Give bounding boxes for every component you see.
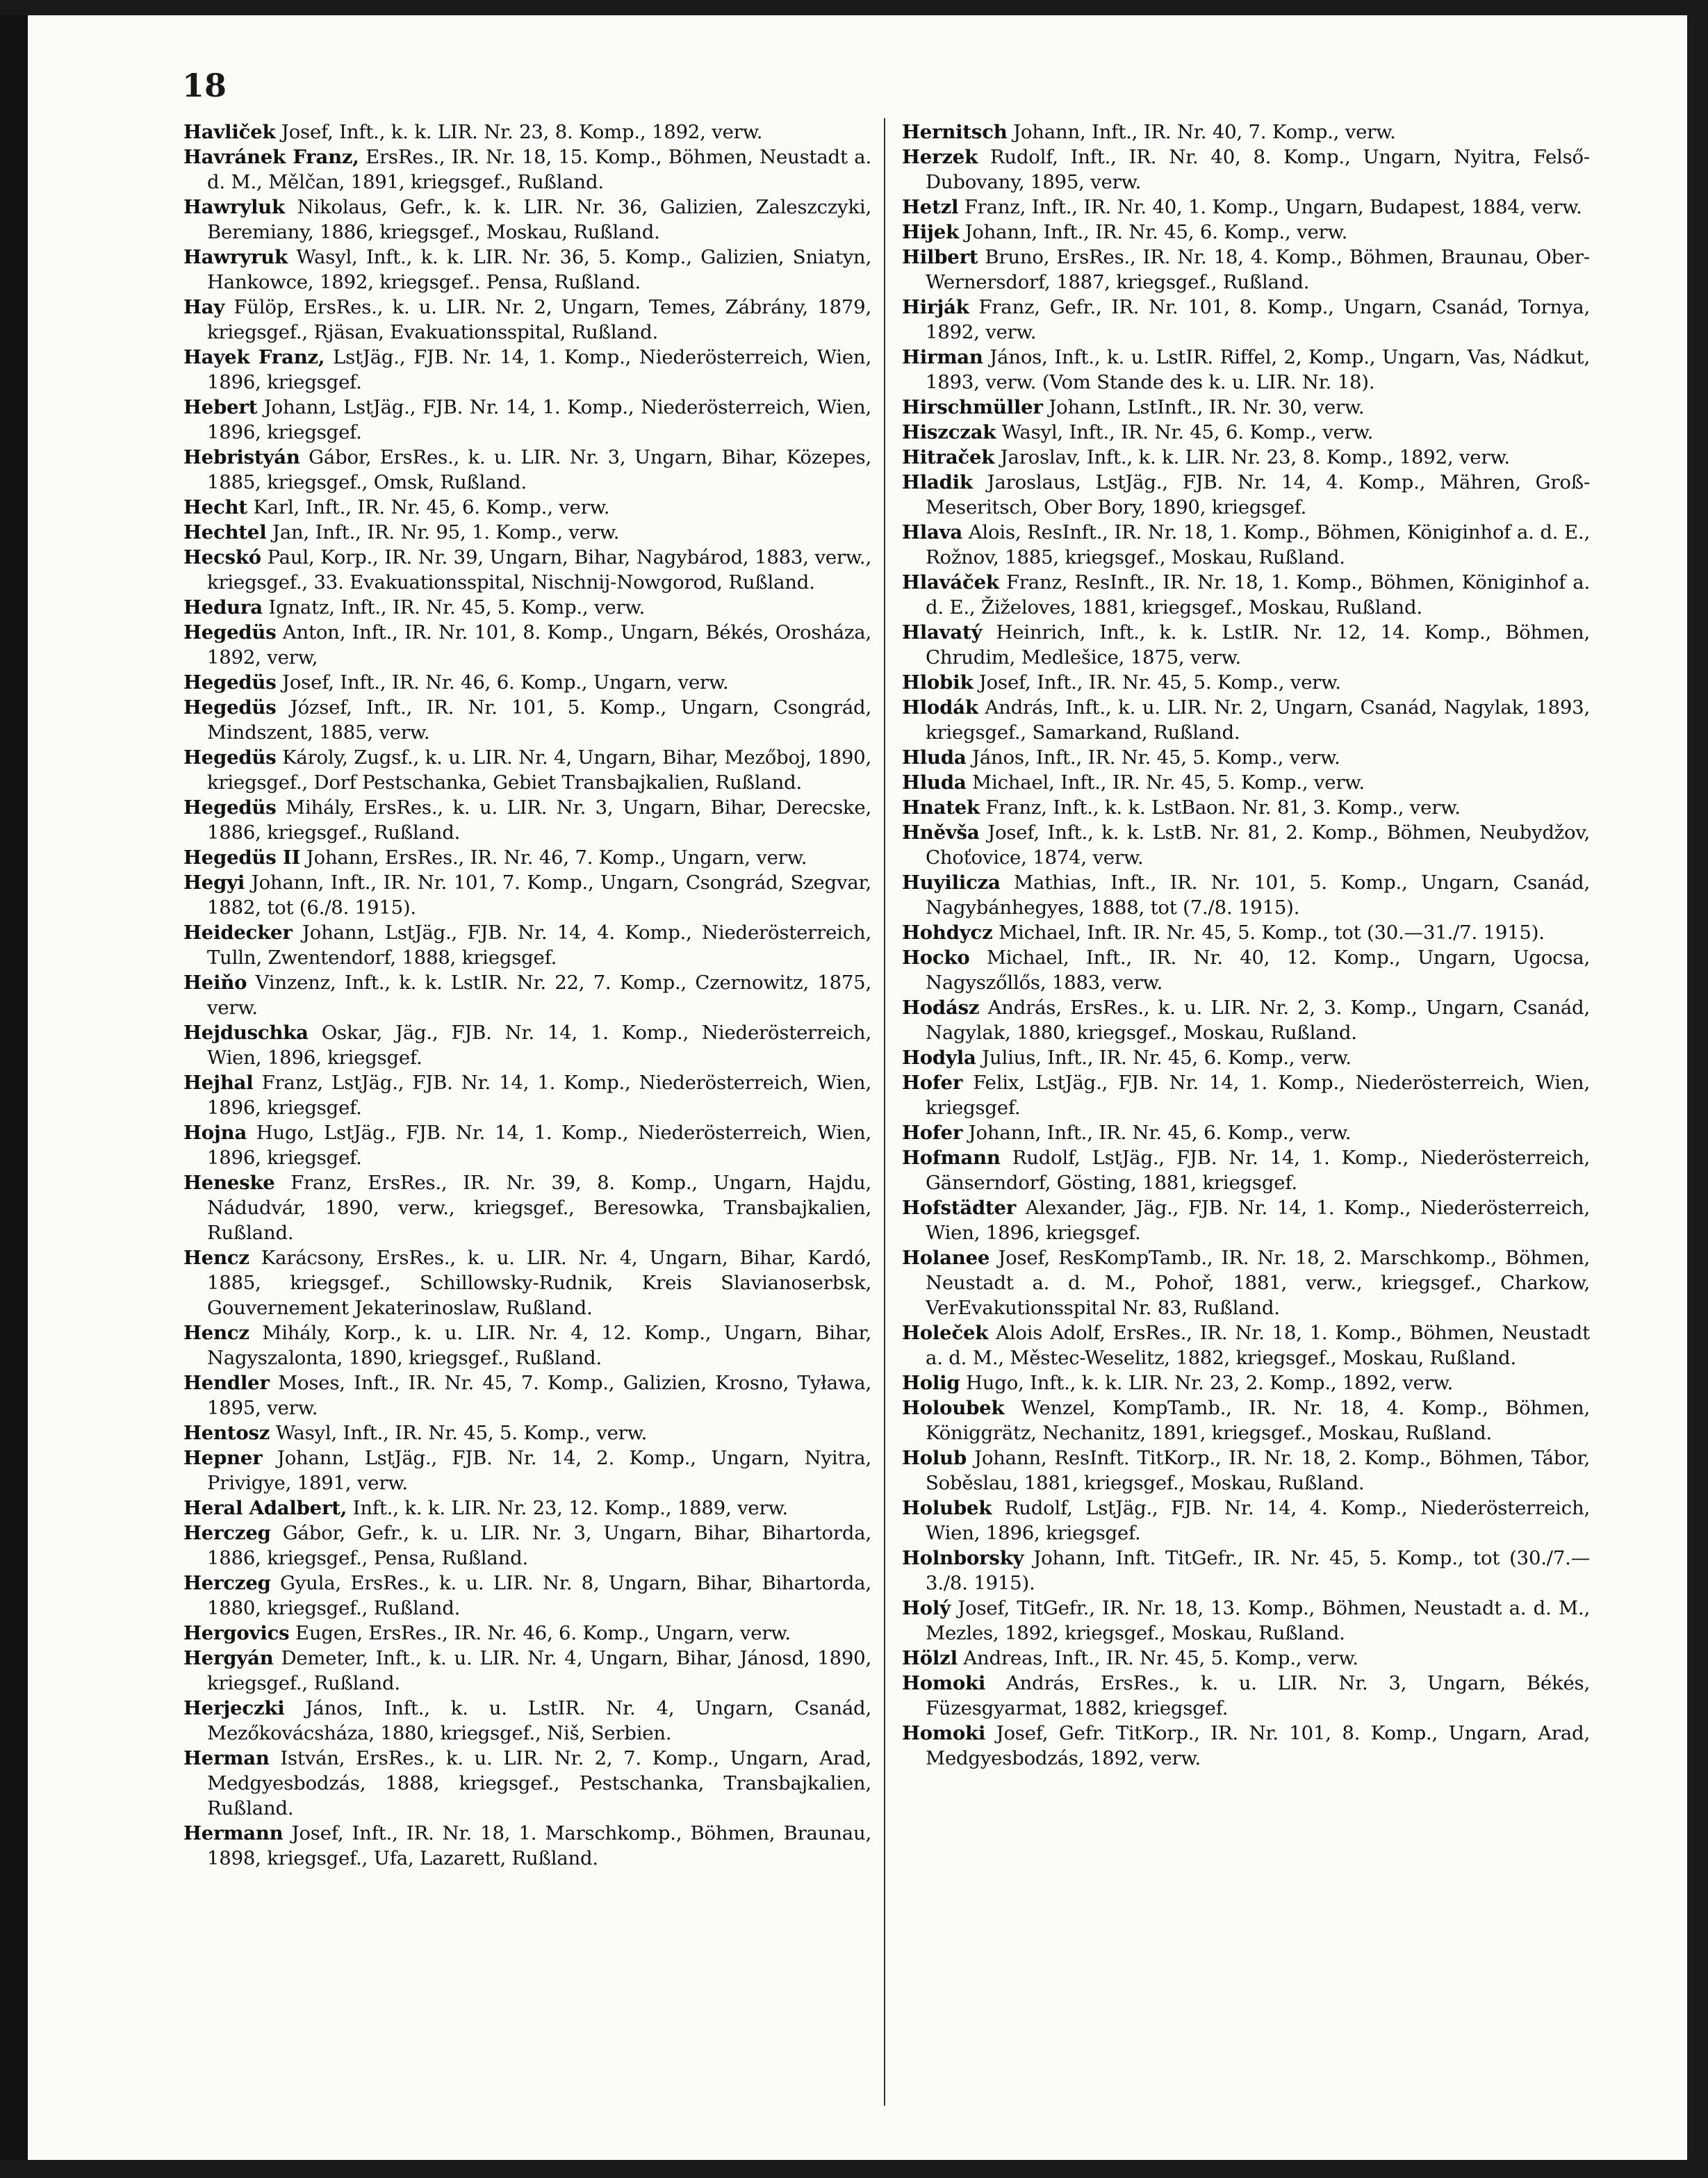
entry-details: Fülöp, ErsRes., k. u. LIR. Nr. 2, Ungarn, Temes, Zábrány, 1879, kriegsgef., Rjäsan, Evakuationsspital, Rußland. bbox=[207, 296, 871, 343]
entry-surname: Herzek bbox=[902, 146, 978, 168]
list-entry bbox=[902, 295, 1590, 345]
list-entry bbox=[902, 445, 1590, 470]
list-entry bbox=[183, 1120, 871, 1170]
entry-details: Josef, Inft., k. k. LstB. Nr. 81, 2. Komp., Böhmen, Neubydžov, Choťovice, 1874, verw. bbox=[926, 821, 1590, 869]
entry-surname: Hilbert bbox=[902, 246, 978, 268]
entry-surname: Holubek bbox=[902, 1497, 992, 1519]
entry-surname: Holanee bbox=[902, 1247, 990, 1269]
entry-details: Franz, Gefr., IR. Nr. 101, 8. Komp., Ungarn, Csanád, Tornya, 1892, verw. bbox=[926, 296, 1590, 343]
entry-surname: Hodász bbox=[902, 997, 980, 1019]
left-column bbox=[183, 120, 871, 1871]
list-entry bbox=[183, 1446, 871, 1496]
list-entry bbox=[902, 345, 1590, 395]
entry-details: Johann, Inft., IR. Nr. 40, 7. Komp., verw. bbox=[1007, 121, 1396, 143]
entry-surname: Hofer bbox=[902, 1072, 963, 1094]
entry-surname: Hayek Franz, bbox=[183, 346, 325, 368]
entry-details: Moses, Inft., IR. Nr. 45, 7. Komp., Galizien, Krosno, Tyława, 1895, verw. bbox=[207, 1372, 871, 1419]
list-entry bbox=[902, 570, 1590, 620]
list-entry bbox=[902, 195, 1590, 220]
entry-surname: Hernitsch bbox=[902, 121, 1008, 143]
entry-details: Hugo, Inft., k. k. LIR. Nr. 23, 2. Komp., 1892, verw. bbox=[960, 1372, 1454, 1394]
scan-edge-bottom bbox=[0, 2160, 1708, 2178]
entry-surname: Hölzl bbox=[902, 1647, 958, 1669]
entry-surname: Heidecker bbox=[183, 922, 293, 944]
right-column bbox=[902, 120, 1590, 1771]
entry-details: Gyula, ErsRes., k. u. LIR. Nr. 8, Ungarn, Bihar, Bihartorda, 1880, kriegsgef., Rußland. bbox=[207, 1572, 871, 1619]
entry-surname: Heneske bbox=[183, 1172, 275, 1194]
entry-surname: Hepner bbox=[183, 1447, 263, 1469]
entry-details: Vinzenz, Inft., k. k. LstIR. Nr. 22, 7. Komp., Czernowitz, 1875, verw. bbox=[207, 972, 871, 1019]
entry-details: Franz, ErsRes., IR. Nr. 39, 8. Komp., Ungarn, Hajdu, Nádudvár, 1890, verw., kriegsgef., Beresowka, Transbajkalien, Rußland. bbox=[207, 1172, 871, 1244]
entry-details: Jan, Inft., IR. Nr. 95, 1. Komp., verw. bbox=[266, 521, 620, 543]
entry-details: Franz, Inft., IR. Nr. 40, 1. Komp., Ungarn, Budapest, 1884, verw. bbox=[958, 196, 1582, 218]
entry-surname: Hegedüs bbox=[183, 621, 277, 644]
list-entry bbox=[183, 545, 871, 595]
entry-surname: Hergovics bbox=[183, 1622, 290, 1644]
entry-surname: Holig bbox=[902, 1372, 960, 1394]
entry-details: Johann, LstJäg., FJB. Nr. 14, 4. Komp., Niederösterreich, Tulln, Zwentendorf, 1888, kriegsgef. bbox=[207, 922, 871, 969]
entry-details: András, ErsRes., k. u. LIR. Nr. 3, Ungarn, Békés, Füzesgyarmat, 1882, kriegsgef. bbox=[926, 1672, 1590, 1719]
entry-details: Rudolf, LstJäg., FJB. Nr. 14, 1. Komp., Niederösterreich, Gänserndorf, Gösting, 1881, kriegsgef. bbox=[926, 1147, 1590, 1194]
list-entry bbox=[183, 1521, 871, 1571]
entry-surname: Hay bbox=[183, 296, 225, 318]
entry-details: LstJäg., FJB. Nr. 14, 1. Komp., Niederösterreich, Wien, 1896, kriegsgef. bbox=[207, 346, 871, 393]
entry-surname: Hegedüs bbox=[183, 671, 277, 694]
list-entry bbox=[902, 1045, 1590, 1070]
entry-details: Johann, Inft., IR. Nr. 45, 6. Komp., verw. bbox=[962, 1122, 1352, 1144]
entry-details: János, Inft., k. u. LstIR. Riffel, 2, Komp., Ungarn, Vas, Nádkut, 1893, verw. (Vom Stande des k. u. LIR. Nr. 18). bbox=[926, 346, 1590, 393]
list-entry bbox=[902, 945, 1590, 995]
list-entry bbox=[183, 1070, 871, 1120]
entry-details: Josef, ResKompTamb., IR. Nr. 18, 2. Marschkomp., Böhmen, Neustadt a. d. M., Pohoř, 1881, verw., kriegsgef., Charkow, VerEvakutionsspital Nr. 83, Rußland. bbox=[926, 1247, 1590, 1319]
list-entry bbox=[902, 1395, 1590, 1446]
entry-details: János, Inft., IR. Nr. 45, 5. Komp., verw. bbox=[966, 746, 1340, 769]
list-entry bbox=[902, 245, 1590, 295]
entry-details: Jaroslav, Inft., k. k. LIR. Nr. 23, 8. Komp., 1892, verw. bbox=[994, 446, 1510, 468]
entry-details: Ignatz, Inft., IR. Nr. 45, 5. Komp., verw. bbox=[262, 596, 645, 619]
list-entry bbox=[902, 745, 1590, 770]
list-entry bbox=[183, 295, 871, 345]
entry-details: Karl, Inft., IR. Nr. 45, 6. Komp., verw. bbox=[247, 496, 610, 518]
entry-surname: Hegedüs II bbox=[183, 846, 301, 869]
entry-details: Mihály, Korp., k. u. LIR. Nr. 4, 12. Komp., Ungarn, Bihar, Nagyszalonta, 1890, kriegsgef., Rußland. bbox=[207, 1322, 871, 1369]
list-entry bbox=[183, 195, 871, 245]
list-entry bbox=[183, 1696, 871, 1746]
entry-surname: Hebristyán bbox=[183, 446, 300, 468]
entry-details: Johann, LstJäg., FJB. Nr. 14, 1. Komp., Niederösterreich, Wien, 1896, kriegsgef. bbox=[207, 396, 871, 443]
list-entry bbox=[183, 795, 871, 845]
list-entry bbox=[183, 1020, 871, 1070]
entry-details: Gábor, Gefr., k. u. LIR. Nr. 3, Ungarn, Bihar, Bihartorda, 1886, kriegsgef., Pensa, Rußland. bbox=[207, 1522, 871, 1569]
list-entry bbox=[902, 420, 1590, 445]
list-entry bbox=[902, 670, 1590, 695]
entry-surname: Hegedüs bbox=[183, 696, 277, 719]
entry-surname: Hitraček bbox=[902, 446, 995, 468]
entry-details: Johann, Inft., IR. Nr. 101, 7. Komp., Ungarn, Csongrád, Szegvar, 1882, tot (6./8. 1915). bbox=[207, 871, 871, 919]
entry-details: Johann, LstJäg., FJB. Nr. 14, 2. Komp., Ungarn, Nyitra, Privigye, 1891, verw. bbox=[207, 1447, 871, 1494]
list-entry bbox=[183, 1370, 871, 1420]
entry-details: Demeter, Inft., k. u. LIR. Nr. 4, Ungarn, Bihar, Jánosd, 1890, kriegsgef., Rußland. bbox=[207, 1647, 871, 1694]
entry-surname: Hlava bbox=[902, 521, 963, 543]
list-entry bbox=[902, 1446, 1590, 1496]
entry-details: Josef, Inft., IR. Nr. 45, 5. Komp., verw. bbox=[973, 671, 1341, 694]
entry-details: Wenzel, KompTamb., IR. Nr. 18, 4. Komp., Böhmen, Königgrätz, Nechanitz, 1891, kriegsgef., Moskau, Rußland. bbox=[926, 1397, 1590, 1444]
list-entry bbox=[183, 1821, 871, 1871]
list-entry bbox=[902, 1320, 1590, 1370]
entry-details: Hugo, LstJäg., FJB. Nr. 14, 1. Komp., Niederösterreich, Wien, 1896, kriegsgef. bbox=[207, 1122, 871, 1169]
entry-details: Károly, Zugsf., k. u. LIR. Nr. 4, Ungarn, Bihar, Mezőboj, 1890, kriegsgef., Dorf Pestschanka, Gebiet Transbajkalien, Rußland. bbox=[207, 746, 871, 794]
entry-surname: Heral Adalbert, bbox=[183, 1497, 347, 1519]
entry-surname: Hocko bbox=[902, 947, 970, 969]
entry-surname: Herczeg bbox=[183, 1572, 271, 1594]
list-entry bbox=[902, 1370, 1590, 1395]
entry-details: Josef, Inft., k. k. LIR. Nr. 23, 8. Komp., 1892, verw. bbox=[275, 121, 763, 143]
list-entry bbox=[183, 595, 871, 620]
entry-details: András, ErsRes., k. u. LIR. Nr. 2, 3. Komp., Ungarn, Csanád, Nagylak, 1880, kriegsgef., Moskau, Rußland. bbox=[926, 997, 1590, 1044]
list-entry bbox=[183, 145, 871, 195]
entry-details: Franz, ResInft., IR. Nr. 18, 1. Komp., Böhmen, Königinhof a. d. E., Žiželoves, 1881, kriegsgef., Moskau, Rußland. bbox=[926, 571, 1590, 619]
entry-surname: Hegyi bbox=[183, 871, 245, 894]
list-entry bbox=[183, 1496, 871, 1521]
entry-surname: Hecht bbox=[183, 496, 247, 518]
entry-details: Johann, Inft., IR. Nr. 45, 6. Komp., verw. bbox=[958, 221, 1348, 243]
entry-surname: Hetzl bbox=[902, 196, 959, 218]
entry-surname: Holub bbox=[902, 1447, 967, 1469]
list-entry bbox=[183, 1170, 871, 1245]
entry-details: Oskar, Jäg., FJB. Nr. 14, 1. Komp., Niederösterreich, Wien, 1896, kriegsgef. bbox=[207, 1022, 871, 1069]
entry-details: Inft., k. k. LIR. Nr. 23, 12. Komp., 1889, verw. bbox=[347, 1497, 789, 1519]
entry-details: Michael, Inft., IR. Nr. 45, 5. Komp., verw. bbox=[966, 771, 1365, 794]
entry-surname: Homoki bbox=[902, 1672, 986, 1694]
entry-details: Bruno, ErsRes., IR. Nr. 18, 4. Komp., Böhmen, Braunau, Ober-Wernersdorf, 1887, kriegsgef., Rußland. bbox=[926, 246, 1590, 293]
list-entry bbox=[183, 745, 871, 795]
entry-details: Josef, Inft., IR. Nr. 46, 6. Komp., Ungarn, verw. bbox=[276, 671, 729, 694]
list-entry bbox=[183, 845, 871, 870]
list-entry bbox=[183, 620, 871, 670]
scan-edge-right bbox=[1687, 0, 1708, 2178]
entry-surname: Hofer bbox=[902, 1122, 963, 1144]
entry-surname: Hedura bbox=[183, 596, 263, 619]
list-entry bbox=[183, 395, 871, 445]
entry-details: Michael, Inft., IR. Nr. 40, 12. Komp., Ungarn, Ugocsa, Nagyszőllős, 1883, verw. bbox=[926, 947, 1590, 994]
entry-details: Josef, Gefr. TitKorp., IR. Nr. 101, 8. Komp., Ungarn, Arad, Medgyesbodzás, 1892, verw. bbox=[926, 1722, 1590, 1769]
list-entry bbox=[902, 1070, 1590, 1120]
list-entry bbox=[183, 520, 871, 545]
entry-surname: Hnatek bbox=[902, 796, 980, 819]
entry-surname: Hecskó bbox=[183, 546, 261, 568]
list-entry bbox=[183, 695, 871, 745]
entry-details: Alois Adolf, ErsRes., IR. Nr. 18, 1. Komp., Böhmen, Neustadt a. d. M., Městec-Weselitz, 1882, kriegsgef., Moskau, Rußland. bbox=[926, 1322, 1590, 1369]
page-number: 18 bbox=[182, 67, 227, 104]
entry-surname: Holeček bbox=[902, 1322, 989, 1344]
entry-details: Franz, Inft., k. k. LstBaon. Nr. 81, 3. Komp., verw. bbox=[979, 796, 1461, 819]
entry-surname: Hendler bbox=[183, 1372, 270, 1394]
entry-details: Josef, Inft., IR. Nr. 18, 1. Marschkomp., Böhmen, Braunau, 1898, kriegsgef., Ufa, Lazarett, Rußland. bbox=[207, 1822, 871, 1869]
entry-surname: Herjeczki bbox=[183, 1697, 285, 1719]
entry-surname: Hofmann bbox=[902, 1147, 1001, 1169]
list-entry bbox=[183, 1646, 871, 1696]
entry-details: Julius, Inft., IR. Nr. 45, 6. Komp., verw. bbox=[976, 1047, 1352, 1069]
list-entry bbox=[183, 670, 871, 695]
list-entry bbox=[902, 1646, 1590, 1671]
entry-surname: Holnborsky bbox=[902, 1547, 1024, 1569]
entry-surname: Hluda bbox=[902, 746, 967, 769]
entry-surname: Hirschmüller bbox=[902, 396, 1043, 418]
entry-details: Jaroslaus, LstJäg., FJB. Nr. 14, 4. Komp., Mähren, Groß-Meseritsch, Ober Bory, 1890, kriegsgef. bbox=[926, 471, 1590, 518]
entry-surname: Hodyla bbox=[902, 1047, 976, 1069]
entry-details: Wasyl, Inft., IR. Nr. 45, 5. Komp., verw. bbox=[270, 1422, 648, 1444]
list-entry bbox=[902, 520, 1590, 570]
entry-surname: Hlobik bbox=[902, 671, 974, 694]
entry-surname: Huyiliсza bbox=[902, 871, 1001, 894]
list-entry bbox=[902, 1120, 1590, 1145]
scan-edge-left bbox=[0, 0, 28, 2178]
entry-surname: Holý bbox=[902, 1597, 951, 1619]
entry-surname: Hlavatý bbox=[902, 621, 983, 644]
entry-details: Nikolaus, Gefr., k. k. LIR. Nr. 36, Galizien, Zaleszczyki, Beremiany, 1886, kriegsgef., Moskau, Rußland. bbox=[207, 196, 871, 243]
entry-surname: Hejhal bbox=[183, 1072, 254, 1094]
entry-details: Heinrich, Inft., k. k. LstIR. Nr. 12, 14. Komp., Böhmen, Chrudim, Medlešice, 1875, verw. bbox=[926, 621, 1590, 669]
list-entry bbox=[902, 1596, 1590, 1646]
list-entry bbox=[902, 1245, 1590, 1320]
entry-details: Alexander, Jäg., FJB. Nr. 14, 1. Komp., Niederösterreich, Wien, 1896, kriegsgef. bbox=[926, 1197, 1590, 1244]
entry-details: Anton, Inft., IR. Nr. 101, 8. Komp., Ungarn, Békés, Orosháza, 1892, verw, bbox=[207, 621, 871, 669]
entry-surname: Hejduschka bbox=[183, 1022, 309, 1044]
entry-details: Paul, Korp., IR. Nr. 39, Ungarn, Bihar, Nagybárod, 1883, verw., kriegsgef., 33. Evakuationsspital, Nischnij-Nowgorod, Rußland. bbox=[207, 546, 871, 593]
entry-surname: Hegedüs bbox=[183, 746, 277, 769]
entry-surname: Hencz bbox=[183, 1322, 249, 1344]
entry-surname: Herczeg bbox=[183, 1522, 271, 1544]
entry-details: Wasyl, Inft., k. k. LIR. Nr. 36, 5. Komp., Galizien, Sniatyn, Hankowce, 1892, kriegsgef.. Pensa, Rußland. bbox=[207, 246, 871, 293]
list-entry bbox=[902, 695, 1590, 745]
entry-surname: Holoubek bbox=[902, 1397, 1005, 1419]
entry-surname: Hencz bbox=[183, 1247, 249, 1269]
list-entry bbox=[902, 870, 1590, 920]
list-entry bbox=[183, 445, 871, 495]
entry-details: Johann, ResInft. TitKorp., IR. Nr. 18, 2. Komp., Böhmen, Tábor, Soběslau, 1881, kriegsgef., Moskau, Rußland. bbox=[926, 1447, 1590, 1494]
list-entry bbox=[183, 870, 871, 920]
entry-surname: Heiňo bbox=[183, 972, 247, 994]
list-entry bbox=[902, 920, 1590, 945]
entry-details: Eugen, ErsRes., IR. Nr. 46, 6. Komp., Ungarn, verw. bbox=[289, 1622, 791, 1644]
entry-surname: Herman bbox=[183, 1747, 270, 1769]
scan-edge-top bbox=[0, 0, 1708, 15]
list-entry bbox=[183, 495, 871, 520]
entry-details: Johann, ErsRes., IR. Nr. 46, 7. Komp., Ungarn, verw. bbox=[300, 846, 807, 869]
entry-surname: Hiszczak bbox=[902, 421, 996, 443]
list-entry bbox=[902, 1546, 1590, 1596]
entry-details: Mathias, Inft., IR. Nr. 101, 5. Komp., Ungarn, Csanád, Nagybánhegyes, 1888, tot (7./8. 1915). bbox=[926, 871, 1590, 919]
entry-surname: Hermann bbox=[183, 1822, 284, 1844]
entry-details: Rudolf, Inft., IR. Nr. 40, 8. Komp., Ungarn, Nyitra, Felső-Dubovany, 1895, verw. bbox=[926, 146, 1590, 193]
entry-details: Johann, LstInft., IR. Nr. 30, verw. bbox=[1042, 396, 1365, 418]
entry-surname: Hebert bbox=[183, 396, 258, 418]
entry-surname: Havliček bbox=[183, 121, 276, 143]
entry-details: Michael, Inft. IR. Nr. 45, 5. Komp., tot (30.—31./7. 1915). bbox=[992, 922, 1545, 944]
entry-details: Josef, TitGefr., IR. Nr. 18, 13. Komp., Böhmen, Neustadt a. d. M., Mezles, 1892, kriegsgef., Moskau, Rußland. bbox=[926, 1597, 1590, 1644]
list-entry bbox=[183, 120, 871, 145]
entry-surname: Hergyán bbox=[183, 1647, 274, 1669]
entry-details: Felix, LstJäg., FJB. Nr. 14, 1. Komp., Niederösterreich, Wien, kriegsgef. bbox=[926, 1072, 1590, 1119]
entry-surname: Hlodák bbox=[902, 696, 978, 719]
entry-details: János, Inft., k. u. LstIR. Nr. 4, Ungarn, Csanád, Mezőkovácsháza, 1880, kriegsgef., Niš, Serbien. bbox=[207, 1697, 871, 1744]
list-entry bbox=[183, 245, 871, 295]
list-entry bbox=[902, 995, 1590, 1045]
list-entry bbox=[902, 770, 1590, 795]
list-entry bbox=[902, 120, 1590, 145]
entry-surname: Hladik bbox=[902, 471, 973, 493]
list-entry bbox=[902, 620, 1590, 670]
entry-details: Johann, Inft. TitGefr., IR. Nr. 45, 5. Komp., tot (30./7.—3./8. 1915). bbox=[926, 1547, 1590, 1594]
entry-details: Gábor, ErsRes., k. u. LIR. Nr. 3, Ungarn, Bihar, Közepes, 1885, kriegsgef., Omsk, Rußland. bbox=[207, 446, 871, 493]
column-divider bbox=[884, 118, 885, 2106]
entry-details: ErsRes., IR. Nr. 18, 15. Komp., Böhmen, Neustadt a. d. M., Mělčan, 1891, kriegsgef., Rußland. bbox=[207, 146, 871, 193]
list-entry bbox=[902, 395, 1590, 420]
entry-details: Mihály, ErsRes., k. u. LIR. Nr. 3, Ungarn, Bihar, Derecske, 1886, kriegsgef., Rußland. bbox=[207, 796, 871, 844]
list-entry bbox=[183, 970, 871, 1020]
entry-surname: Hlaváček bbox=[902, 571, 999, 593]
entry-surname: Hofstädter bbox=[902, 1197, 1017, 1219]
list-entry bbox=[183, 1245, 871, 1320]
entry-details: Rudolf, LstJäg., FJB. Nr. 14, 4. Komp., Niederösterreich, Wien, 1896, kriegsgef. bbox=[926, 1497, 1590, 1544]
entry-details: Franz, LstJäg., FJB. Nr. 14, 1. Komp., Niederösterreich, Wien, 1896, kriegsgef. bbox=[207, 1072, 871, 1119]
list-entry bbox=[902, 1195, 1590, 1245]
entry-details: Alois, ResInft., IR. Nr. 18, 1. Komp., Böhmen, Königinhof a. d. E., Rožnov, 1885, kriegsgef., Moskau, Rußland. bbox=[926, 521, 1590, 568]
entry-surname: Hněvša bbox=[902, 821, 980, 844]
list-entry bbox=[183, 1571, 871, 1621]
entry-details: József, Inft., IR. Nr. 101, 5. Komp., Ungarn, Csongrád, Mindszent, 1885, verw. bbox=[207, 696, 871, 744]
entry-surname: Hawryluk bbox=[183, 196, 285, 218]
entry-details: Karácsony, ErsRes., k. u. LIR. Nr. 4, Ungarn, Bihar, Kardó, 1885, kriegsgef., Schillowsky-Rudnik, Kreis Slavianoserbsk, Gouvernement Jekaterinoslaw, Rußland. bbox=[207, 1247, 871, 1319]
list-entry bbox=[902, 145, 1590, 195]
entry-surname: Hijek bbox=[902, 221, 959, 243]
list-entry bbox=[183, 1746, 871, 1821]
entry-surname: Hawryruk bbox=[183, 246, 288, 268]
entry-surname: Hluda bbox=[902, 771, 967, 794]
entry-surname: Hohdycz bbox=[902, 922, 993, 944]
list-entry bbox=[902, 1671, 1590, 1721]
list-entry bbox=[902, 1721, 1590, 1771]
list-entry bbox=[183, 1320, 871, 1370]
entry-surname: Homoki bbox=[902, 1722, 986, 1744]
list-entry bbox=[183, 920, 871, 970]
entry-details: István, ErsRes., k. u. LIR. Nr. 2, 7. Komp., Ungarn, Arad, Medgyesbodzás, 1888, kriegsgef., Pestschanka, Transbajkalien, Rußland. bbox=[207, 1747, 871, 1819]
entry-details: Andreas, Inft., IR. Nr. 45, 5. Komp., verw. bbox=[957, 1647, 1358, 1669]
entry-surname: Hegedüs bbox=[183, 796, 277, 819]
entry-surname: Hirman bbox=[902, 346, 983, 368]
list-entry bbox=[902, 795, 1590, 820]
entry-surname: Hentosz bbox=[183, 1422, 270, 1444]
entry-surname: Hechtel bbox=[183, 521, 267, 543]
list-entry bbox=[902, 1496, 1590, 1546]
list-entry bbox=[183, 1420, 871, 1446]
list-entry bbox=[902, 470, 1590, 520]
list-entry bbox=[183, 1621, 871, 1646]
entry-details: András, Inft., k. u. LIR. Nr. 2, Ungarn, Csanád, Nagylak, 1893, kriegsgef., Samarkand, Rußland. bbox=[926, 696, 1590, 744]
list-entry bbox=[902, 1145, 1590, 1195]
list-entry bbox=[902, 820, 1590, 870]
entry-surname: Havránek Franz, bbox=[183, 146, 359, 168]
list-entry bbox=[183, 345, 871, 395]
entry-surname: Hirják bbox=[902, 296, 969, 318]
list-entry bbox=[902, 220, 1590, 245]
entry-details: Wasyl, Inft., IR. Nr. 45, 6. Komp., verw. bbox=[996, 421, 1374, 443]
entry-surname: Hojna bbox=[183, 1122, 247, 1144]
